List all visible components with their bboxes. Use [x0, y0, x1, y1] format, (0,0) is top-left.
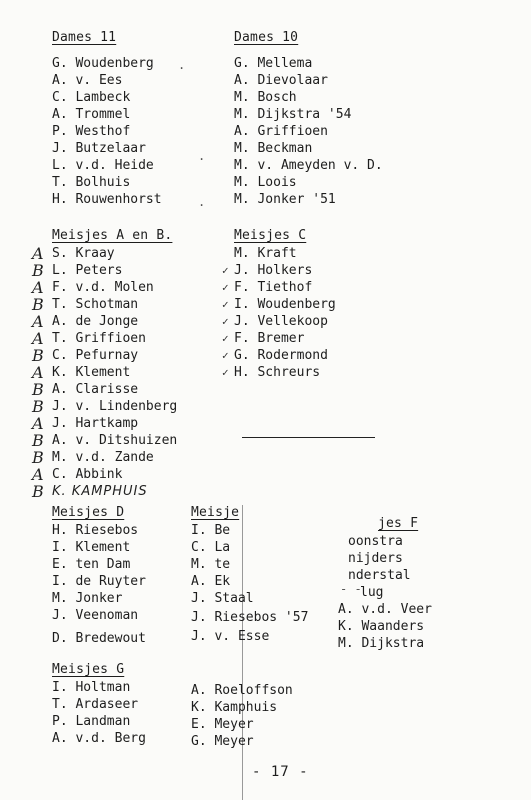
list-item: J. Veenoman	[52, 608, 139, 623]
list-item: K. Waanders	[338, 619, 425, 634]
list-item: M. v.d. Zande	[52, 450, 154, 465]
handwritten-group-mark: A	[32, 465, 44, 484]
meisjes-e-list	[191, 522, 308, 645]
list-item: K. Klement	[52, 365, 131, 380]
list-item: A. Griffioen	[234, 124, 328, 139]
meisjes-d-heading: Meisjes D	[52, 505, 125, 520]
list-item: I. Holtman	[52, 680, 131, 695]
dames11-list	[52, 55, 162, 208]
meisjes-c-heading: Meisjes C	[234, 228, 307, 243]
list-item: T. Ardaseer	[52, 697, 139, 712]
handwritten-group-mark: B	[32, 482, 44, 501]
stray-dot: - -	[340, 582, 362, 596]
list-item: M. Kraft	[234, 246, 297, 261]
handwritten-group-mark: A	[32, 363, 44, 382]
check-mark-icon: ✓	[222, 264, 229, 277]
list-item: I. Klement	[52, 540, 131, 555]
handwritten-group-mark: B	[32, 431, 44, 450]
dames11-heading: Dames 11	[52, 30, 117, 45]
list-item: P. Westhof	[52, 124, 131, 139]
list-item: M. Jonker	[52, 591, 123, 606]
list-item: J. v. Lindenberg	[52, 399, 178, 414]
list-item: T. Schotman	[52, 297, 139, 312]
list-item: D. Bredewout	[52, 631, 146, 646]
handwritten-group-mark: B	[32, 380, 44, 399]
list-item: L. Peters	[52, 263, 123, 278]
meisjes-f-heading: jes F	[378, 516, 419, 531]
list-item: I. de Ruyter	[52, 574, 146, 589]
handwritten-group-mark: B	[32, 295, 44, 314]
list-item: C. Pefurnay	[52, 348, 139, 363]
list-item: E. ten Dam	[52, 557, 131, 572]
list-item: C. Lambeck	[52, 90, 131, 105]
list-item: J. Staal	[191, 591, 254, 606]
handwritten-group-mark: B	[32, 397, 44, 416]
list-item: M. Beckman	[234, 141, 313, 156]
list-item: T. Griffioen	[52, 331, 146, 346]
list-item: G. Mellema	[234, 56, 313, 71]
meisjes-e-heading: Meisje	[191, 505, 240, 520]
list-item: T. Bolhuis	[52, 175, 131, 190]
list-item: J. Riesebos '57	[191, 610, 309, 625]
list-item: I. Woudenberg	[234, 297, 336, 312]
list-item: G. Woudenberg	[52, 56, 154, 71]
list-item: nderstal	[348, 568, 411, 583]
handwritten-group-mark: B	[32, 261, 44, 280]
stray-dot: .	[198, 195, 206, 209]
list-item: F. v.d. Molen	[52, 280, 154, 295]
list-item: F. Bremer	[234, 331, 305, 346]
separator-line	[242, 437, 375, 438]
meisjes-d-list	[52, 522, 146, 647]
list-item: K. Kamphuis	[191, 700, 278, 715]
list-item: H. Rouwenhorst	[52, 192, 162, 207]
page-number: - 17 -	[252, 764, 309, 780]
check-mark-icon: ✓	[222, 349, 229, 362]
list-item: C. Abbink	[52, 467, 123, 482]
list-item: G. Rodermond	[234, 348, 328, 363]
stray-dot: .	[178, 58, 186, 72]
list-item: J. Hartkamp	[52, 416, 139, 431]
handwritten-group-mark: A	[32, 414, 44, 433]
list-item: A. Roeloffson	[191, 683, 293, 698]
list-item: H. Schreurs	[234, 365, 321, 380]
list-item: I. Be	[191, 523, 231, 538]
list-item: M. Dijkstra '54	[234, 107, 352, 122]
list-item: M. Loois	[234, 175, 297, 190]
list-item: A. v. Ees	[52, 73, 123, 88]
list-item: A. v. Ditshuizen	[52, 433, 178, 448]
dames10-heading: Dames 10	[234, 30, 299, 45]
list-item: E. Meyer	[191, 717, 254, 732]
list-item: A. Trommel	[52, 107, 131, 122]
list-item: A. v.d. Berg	[52, 731, 146, 746]
list-item: F. Tiethof	[234, 280, 313, 295]
handwritten-group-mark: B	[32, 448, 44, 467]
list-item: nijders	[348, 551, 403, 566]
list-item: J. Holkers	[234, 263, 313, 278]
check-mark-icon: ✓	[222, 281, 229, 294]
meisjes-f-list	[338, 601, 432, 652]
handwritten-group-mark: A	[32, 329, 44, 348]
list-item: lug	[360, 585, 384, 600]
list-item: A. Clarisse	[52, 382, 139, 397]
meisjes-g-list-2	[191, 682, 293, 750]
list-item: A. de Jonge	[52, 314, 139, 329]
check-mark-icon: ✓	[222, 315, 229, 328]
list-item: H. Riesebos	[52, 523, 139, 538]
list-item: M. Jonker '51	[234, 192, 336, 207]
handwritten-group-mark: B	[32, 346, 44, 365]
handwritten-group-mark: A	[32, 244, 44, 263]
check-mark-icon: ✓	[222, 332, 229, 345]
list-item: J. Vellekoop	[234, 314, 328, 329]
list-item: A. Dievolaar	[234, 73, 328, 88]
list-item: M. Bosch	[234, 90, 297, 105]
meisjes-g-heading: Meisjes G	[52, 662, 125, 677]
meisjes-g-list	[52, 679, 146, 747]
dames10-list	[234, 55, 383, 208]
handwritten-group-mark: A	[32, 312, 44, 331]
list-item: J. Butzelaar	[52, 141, 146, 156]
list-item: M. te	[191, 557, 231, 572]
list-item: oonstra	[348, 534, 403, 549]
list-item: S. Kraay	[52, 246, 115, 261]
stray-dot: .	[198, 149, 206, 163]
list-item: J. v. Esse	[191, 629, 270, 644]
list-item: G. Meyer	[191, 734, 254, 749]
list-item: M. Dijkstra	[338, 636, 425, 651]
list-item: A. Ek	[191, 574, 231, 589]
handwritten-group-mark: A	[32, 278, 44, 297]
list-item: C. La	[191, 540, 231, 555]
list-item: L. v.d. Heide	[52, 158, 154, 173]
list-item: K. KAMPHUIS	[52, 484, 148, 499]
check-mark-icon: ✓	[222, 366, 229, 379]
list-item: M. v. Ameyden v. D.	[234, 158, 383, 173]
check-mark-icon: ✓	[222, 298, 229, 311]
list-item: P. Landman	[52, 714, 131, 729]
list-item: A. v.d. Veer	[338, 602, 432, 617]
meisjes-ab-heading: Meisjes A en B.	[52, 228, 173, 243]
